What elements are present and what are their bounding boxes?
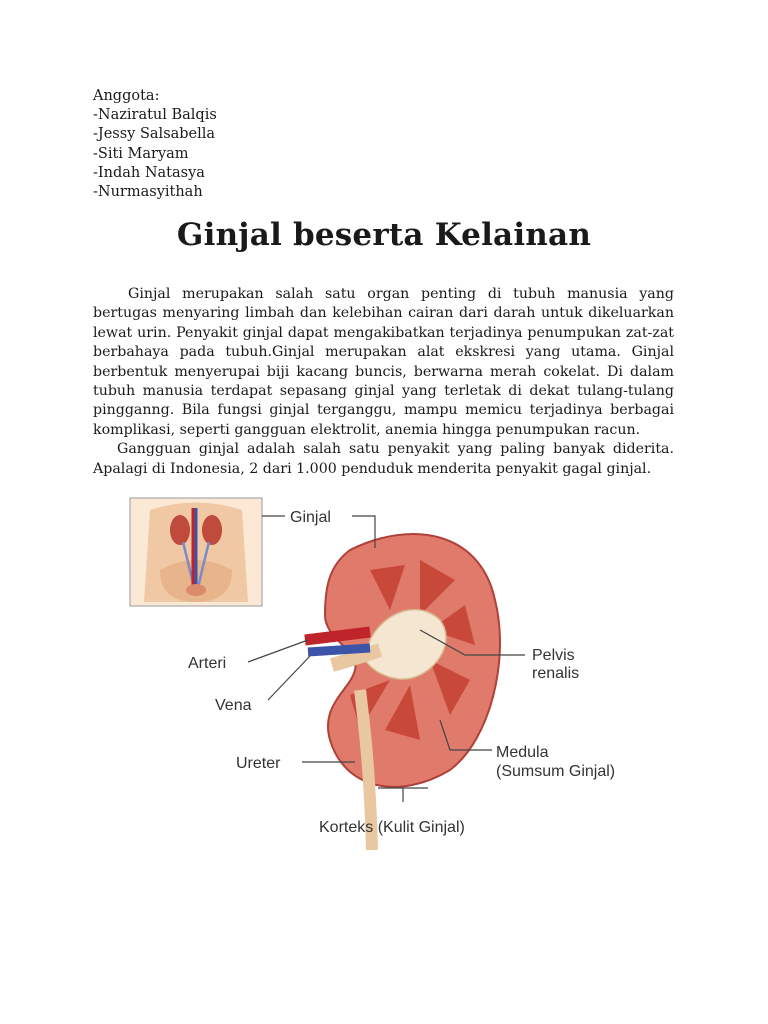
- label-medula-1: Medula: [496, 744, 549, 761]
- member-list: [93, 87, 217, 202]
- kidney-diagram: [120, 490, 660, 850]
- paragraph: Ginjal merupakan salah satu organ penting di tubuh manusia yang bertugas menyaring limbah dan kelebihan cairan dari darah untuk dikeluarkan lewat urin. Penyakit ginjal dapat mengakibatkan terjadinya penumpukan zat-zat berbahaya pada tubuh.Ginjal merupakan alat ekskresi yang utama. Ginjal berbentuk menyerupai biji kacang buncis, berwarna merah cokelat. Di dalam tubuh manusia terdapat sepasang ginjal yang terletak di dekat tulang-tulang pingganng. Bila fungsi ginjal terganggu, mampu memicu terjadinya berbagai komplikasi, seperti gangguan elektrolit, anemia hingga penumpukan racun.: [93, 286, 674, 438]
- label-ureter: Ureter: [236, 755, 281, 772]
- member-name: -Indah Natasya: [93, 164, 205, 181]
- label-ginjal: Ginjal: [290, 509, 331, 526]
- body-inset-image: [130, 498, 262, 606]
- document-title: Ginjal beserta Kelainan: [176, 217, 592, 253]
- label-arteri: Arteri: [188, 655, 227, 672]
- label-pelvis-1: Pelvis: [532, 647, 575, 664]
- label-medula-2: (Sumsum Ginjal): [496, 763, 616, 780]
- member-name: -Jessy Salsabella: [93, 126, 216, 143]
- members-heading: Anggota:: [93, 88, 160, 104]
- label-korteks: Korteks (Kulit Ginjal): [319, 819, 465, 836]
- kidney-section-image: [305, 534, 500, 850]
- paragraph: Gangguan ginjal adalah salah satu penyakit yang paling banyak diderita. Apalagi di Indonesia, 2 dari 1.000 penduduk menderita penyakit gagal ginjal.: [93, 441, 674, 477]
- member-name: -Naziratul Balqis: [93, 107, 217, 124]
- label-pelvis-2: renalis: [532, 665, 580, 682]
- member-name: -Siti Maryam: [93, 145, 189, 162]
- body-text: [93, 285, 674, 479]
- member-name: -Nurmasyithah: [93, 184, 203, 201]
- label-vena: Vena: [215, 697, 252, 714]
